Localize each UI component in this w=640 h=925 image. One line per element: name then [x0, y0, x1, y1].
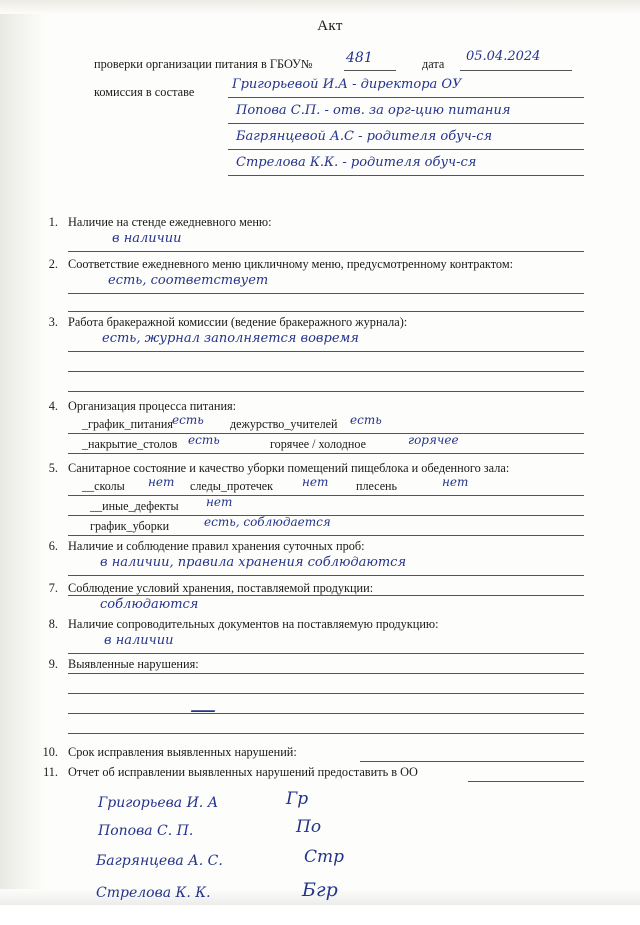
- item-10-label: Срок исправления выявленных нарушений:: [68, 745, 297, 759]
- item-2-rule-extra: [68, 311, 584, 312]
- item-5-sub-4-answer: нет: [206, 495, 233, 509]
- item-3-answer: есть, журнал заполняется вовремя: [102, 331, 359, 346]
- item-5-number: 5.: [48, 461, 58, 475]
- item-6-number: 6.: [48, 539, 58, 553]
- item-1-rule: [68, 251, 584, 252]
- item-7-label: Соблюдение условий хранения, поставляемой продукции:: [68, 581, 374, 595]
- item-5-sub-3-label: плесень: [356, 479, 398, 493]
- item-4-sub-4-answer: горячее: [408, 433, 459, 447]
- item-4-sub-2-label: дежурство_учителей: [230, 417, 338, 431]
- signature-mark-3: Стр: [304, 847, 345, 867]
- item-8-answer: в наличии: [104, 633, 174, 648]
- item-3-rule-1: [68, 351, 584, 352]
- item-9-rule-1: [68, 693, 584, 694]
- item-1-answer: в наличии: [112, 231, 182, 246]
- item-4-rule-1: [68, 433, 584, 434]
- item-4-sub-1-label: _график_питания: [82, 417, 173, 431]
- signature-mark-2: По: [296, 817, 322, 837]
- item-5-label: Санитарное состояние и качество уборки помещений пищеблока и обеденного зала:: [68, 461, 510, 475]
- signature-name-3: Багрянцева А. С.: [96, 853, 223, 869]
- item-11-rule: [468, 781, 584, 782]
- item-8-label: Наличие сопроводительных документов на поставляемую продукцию:: [68, 617, 439, 631]
- item-5-sub-1-label: __сколы: [82, 479, 125, 493]
- item-3-number: 3.: [48, 315, 58, 329]
- item-11-number: 11.: [43, 765, 58, 779]
- item-6-rule-1: [68, 575, 584, 576]
- item-5-rule-3: [68, 535, 584, 536]
- signature-block: [60, 789, 580, 925]
- header-block: [60, 45, 600, 195]
- commission-member-1: Григорьевой И.А - директора ОУ: [232, 77, 462, 92]
- item-5-sub-1-answer: нет: [148, 475, 175, 489]
- commission-member-2: Попова С.П. - отв. за орг-цию питания: [236, 103, 511, 118]
- item-3-rule-3: [68, 391, 584, 392]
- item-4-sub-4-label: горячее / холодное: [270, 437, 366, 451]
- item-6-answer: в наличии, правила хранения соблюдаются: [100, 555, 407, 570]
- item-7-answer: соблюдаются: [100, 597, 199, 612]
- school-number-label: проверки организации питания в ГБОУ№: [94, 57, 313, 71]
- item-4-rule-2: [68, 453, 584, 454]
- commission-member-3: Багрянцевой А.С - родителя обуч-ся: [236, 129, 493, 144]
- scan-edge-top: [0, 0, 640, 14]
- item-5-sub-4-label: __иные_дефекты: [90, 499, 179, 513]
- signature-name-1: Григорьева И. А: [98, 795, 219, 811]
- item-9-rule-3: [68, 733, 584, 734]
- item-2-number: 2.: [48, 257, 58, 271]
- date-rule: [460, 70, 572, 71]
- item-5-sub-2-answer: нет: [302, 475, 329, 489]
- item-6-label: Наличие и соблюдение правил хранения суточных проб:: [68, 539, 365, 553]
- signature-name-2: Попова С. П.: [98, 823, 194, 839]
- commission-label: комиссия в составе: [94, 85, 195, 99]
- commission-rule-3: [228, 149, 584, 150]
- item-4-sub-3-answer: есть: [188, 433, 220, 447]
- item-9-number: 9.: [48, 657, 58, 671]
- item-5-sub-3-answer: нет: [442, 475, 469, 489]
- item-9-rule-2: [68, 713, 584, 714]
- item-2-rule: [68, 293, 584, 294]
- item-2-answer: есть, соответствует: [108, 273, 269, 288]
- item-8-rule-1: [68, 653, 584, 654]
- item-4-sub-1-answer: есть: [172, 413, 204, 427]
- item-5-sub-5-label: график_уборки: [90, 519, 170, 533]
- school-number-rule: [344, 70, 396, 71]
- commission-rule-4: [228, 175, 584, 176]
- signature-name-4: Стрелова К. К.: [96, 885, 211, 901]
- checklist: [42, 199, 600, 901]
- item-5-sub-5-answer: есть, соблюдается: [204, 515, 331, 529]
- item-1-label: Наличие на стенде ежедневного меню:: [68, 215, 272, 229]
- item-4-sub-3-label: _накрытие_столов: [82, 437, 178, 451]
- commission-member-4: Стрелова К.К. - родителя обуч-ся: [236, 155, 477, 170]
- signature-mark-1: Гр: [286, 789, 309, 809]
- date-value: 05.04.2024: [466, 49, 541, 64]
- item-4-label: Организация процесса питания:: [68, 399, 237, 413]
- commission-rule-2: [228, 123, 584, 124]
- item-1-number: 1.: [48, 215, 58, 229]
- signature-mark-4: Бгр: [302, 879, 338, 901]
- date-label: дата: [422, 57, 445, 71]
- commission-rule-1: [228, 97, 584, 98]
- item-3-rule-2: [68, 371, 584, 372]
- item-7-number: 7.: [48, 581, 58, 595]
- item-8-rule-2: [68, 673, 584, 674]
- item-5-sub-2-label: следы_протечек: [190, 479, 274, 493]
- item-11-label: Отчет об исправлении выявленных нарушений предоставить в ОО: [68, 765, 418, 779]
- item-8-number: 8.: [48, 617, 58, 631]
- item-10-number: 10.: [42, 745, 58, 759]
- document-title: Акт: [317, 18, 343, 34]
- item-4-sub-2-answer: есть: [350, 413, 382, 427]
- item-9-answer: —: [190, 695, 216, 725]
- school-number-value: 481: [346, 50, 373, 66]
- item-2-label: Соответствие ежедневного меню цикличному меню, предусмотренному контрактом:: [68, 257, 514, 271]
- document-content: [42, 18, 600, 901]
- item-5-rule-1: [68, 495, 584, 496]
- item-4-number: 4.: [48, 399, 58, 413]
- item-10-rule: [360, 761, 584, 762]
- item-9-label: Выявленные нарушения:: [68, 657, 199, 671]
- item-3-label: Работа бракеражной комиссии (ведение бракеражного журнала):: [68, 315, 408, 329]
